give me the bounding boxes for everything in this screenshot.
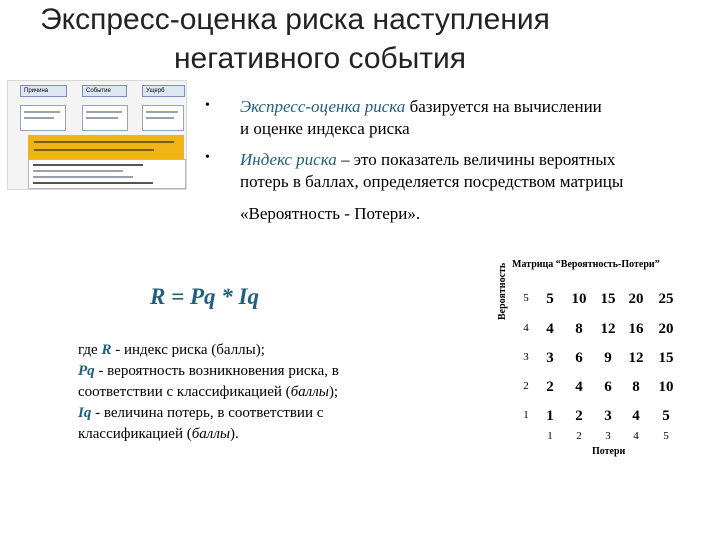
bullet-1 [240,96,602,140]
thumb-header-event: Событие [82,85,127,97]
title-line-2: негативного события [173,42,467,75]
expl-pq-end: ); [328,384,339,400]
matrix-cell: 6 [575,350,583,366]
matrix-cell: 10 [658,379,674,395]
bullet-dot-1: • [205,98,210,113]
matrix-cell: 4 [546,321,554,337]
formula-explanation [78,340,408,445]
matrix-y-tick: 1 [523,409,529,421]
risk-formula: R = Pq * Iq [150,284,259,309]
matrix-cell: 16 [628,321,644,337]
matrix-cell: 15 [658,350,674,366]
matrix-cell: 12 [600,321,616,337]
thumb-header-cause: Причина [20,85,67,97]
matrix-cell: 3 [604,408,612,424]
matrix-cell: 2 [546,379,554,395]
matrix-x-tick: 5 [663,430,669,442]
bullet-1-text-l2: и оценке индекса риска [240,119,410,138]
matrix-cell: 8 [575,321,583,337]
matrix-cell: 5 [662,408,670,424]
expl-prefix: где [78,342,102,358]
title-line-1: Экспресс-оценка риска наступления [40,3,550,36]
bullet-dot-2: • [205,150,210,165]
matrix-cell: 9 [604,350,612,366]
matrix-x-tick: 3 [605,430,611,442]
expl-r: R [101,342,112,358]
matrix-x-tick: 1 [547,430,553,442]
matrix-y-label: Вероятность [497,262,508,320]
expl-iq-unit: баллы [191,426,231,442]
matrix-cell: 8 [632,379,640,395]
matrix-cell: 25 [658,291,674,307]
matrix-cell: 5 [546,291,554,307]
expl-iq-end: ). [230,426,239,442]
diagram-thumbnail [7,80,187,190]
expl-pq: Pq [78,363,95,379]
thumb-highlight [28,135,184,159]
matrix-y-tick: 5 [523,292,529,304]
expl-iq: Iq [78,405,92,421]
matrix-cell: 20 [658,321,674,337]
matrix-cell: 4 [632,408,640,424]
matrix-cell: 10 [571,291,587,307]
thumb-lower-box [28,159,186,189]
matrix-cell: 4 [575,379,583,395]
bullet-2-text-l1: – это показатель величины вероятных [336,150,616,169]
bullet-2-text-l3: «Вероятность - Потери». [240,204,421,223]
matrix-y-tick: 3 [523,351,529,363]
expl-pq-text: - вероятность возникновения риска, в соответствии с классификацией ( [78,363,339,400]
matrix-y-tick: 4 [523,322,529,334]
bullet-2-term: Индекс риска [240,150,337,169]
matrix-cell: 15 [600,291,616,307]
matrix-cell: 3 [546,350,554,366]
bullet-1-text-l1: базируется на вычислении [405,97,602,116]
bullet-1-term: Экспресс-оценка риска [240,97,406,116]
thumb-header-damage: Ущерб [142,85,185,97]
matrix-cell: 12 [628,350,644,366]
slide-title [0,0,720,78]
matrix-cell: 20 [628,291,644,307]
matrix-title: Матрица “Вероятность-Потери” [512,259,660,270]
matrix-cell: 1 [546,408,554,424]
bullet-2 [240,149,623,225]
matrix-x-tick: 2 [576,430,582,442]
matrix-y-tick: 2 [523,380,529,392]
matrix-cell: 2 [575,408,583,424]
bullet-2-text-l2: потерь в баллах, определяется посредством матрицы [240,172,624,191]
expl-r-text: - индекс риска (баллы); [111,342,265,358]
expl-iq-text: - величина потерь, в соответствии с классификацией ( [78,405,324,442]
matrix-cell: 6 [604,379,612,395]
expl-pq-unit: баллы [290,384,329,400]
matrix-x-tick: 4 [633,430,639,442]
matrix-x-label: Потери [592,446,626,457]
